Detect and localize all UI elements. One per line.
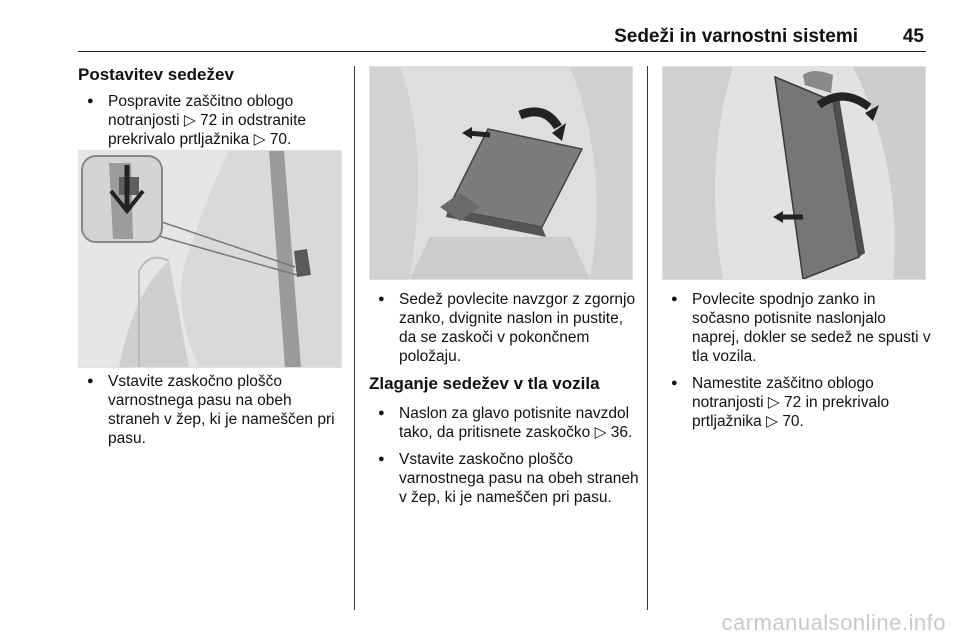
list-item: ● Vstavite zaskočno ploščo varnostnega pasu na obeh straneh v žep, ki je nameščen pri pasu. (369, 450, 639, 507)
list-item: ● Vstavite zaskočno ploščo varnostnega pasu na obeh straneh v žep, ki je nameščen pri pasu. (78, 372, 346, 448)
bullet-list (369, 396, 639, 507)
column-divider (354, 66, 355, 610)
section-heading-fold-seats: Zlaganje sedežev v tla vozila (369, 374, 600, 393)
list-item: ● Pospravite zaščitno oblogo notranjosti ▷ 72 in odstranite prekrivalo prtljažnika ▷ 70. (78, 92, 346, 149)
list-item: ● Namestite zaščitno oblogo notranjosti ▷ 72 in prekrivalo prtljažnika ▷ 70. (662, 374, 932, 431)
seat-upright-illustration-icon (370, 67, 632, 279)
bullet-list (369, 282, 639, 366)
illustration-seatbelt-buckle (78, 150, 342, 368)
column-divider (647, 66, 648, 610)
list-item: ● Povlecite spodnjo zanko in sočasno potisnite naslonjalo naprej, dokler se sedež ne spusti v tla vozila. (662, 290, 932, 366)
watermark: carmanualsonline.info (721, 610, 946, 635)
illustration-seat-upright (369, 66, 633, 280)
seat-fold-illustration-icon (663, 67, 925, 279)
list-item: ● Sedež povlecite navzgor z zgornjo zanko, dvignite naslon in pustite, da se zaskoči v pokončnem položaju. (369, 290, 639, 366)
bullet-list (78, 84, 346, 149)
page-header-title: Sedeži in varnostni sistemi (614, 26, 858, 47)
seatbelt-illustration-icon (79, 151, 341, 367)
bullet-list (662, 282, 932, 431)
header-divider (78, 51, 926, 52)
list-item: ● Naslon za glavo potisnite navzdol tako, da pritisnete zaskočko ▷ 36. (369, 404, 639, 442)
page-number: 45 (902, 26, 924, 47)
bullet-list (78, 364, 346, 448)
illustration-seat-fold-down (662, 66, 926, 280)
section-heading-seat-setup: Postavitev sedežev (78, 65, 234, 84)
